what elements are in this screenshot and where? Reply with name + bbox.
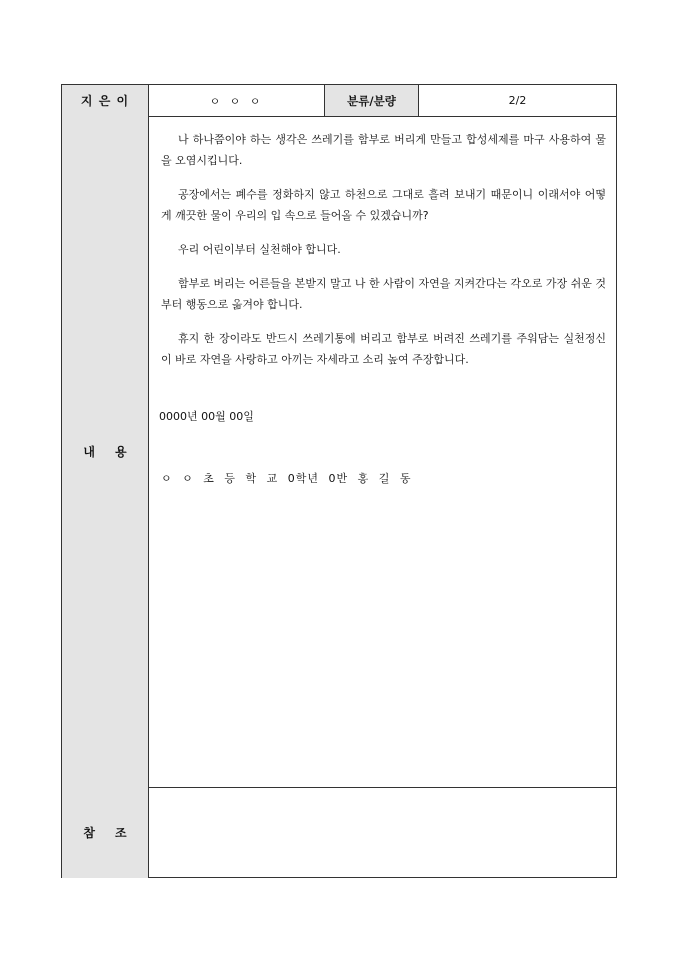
content-row <box>62 116 616 788</box>
content-body <box>149 116 616 787</box>
paragraph: 우리 어린이부터 실천해야 합니다. <box>178 243 341 256</box>
content-label: 내용 <box>83 445 147 459</box>
author-value: ㅇ ㅇ ㅇ <box>149 85 325 116</box>
content-label-cell <box>62 116 149 787</box>
signature-line: ㅇ ㅇ 초 등 학 교 0학년 0반 홍 길 동 <box>161 472 412 485</box>
date-line: 0000년 00월 00일 <box>159 410 254 423</box>
reference-label-cell <box>62 787 149 878</box>
header-row <box>62 85 616 117</box>
essay-form-table <box>61 84 617 878</box>
paragraph: 공장에서는 폐수를 정화하지 않고 하천으로 그대로 흘려 보내기 때문이니 이래서야 어떻게 깨끗한 물이 우리의 입 속으로 들어올 수 있겠습니까? <box>161 188 606 222</box>
paragraph: 함부로 버리는 어른들을 본받지 말고 나 한 사람이 자연을 지켜간다는 각오로 가장 쉬운 것부터 행동으로 옮겨야 합니다. <box>161 277 606 311</box>
paragraph: 나 하나쯤이야 하는 생각은 쓰레기를 함부로 버리게 만들고 합성세제를 마구 사용하여 물을 오염시킵니다. <box>161 133 606 167</box>
reference-row <box>62 787 616 878</box>
category-value: 2/2 <box>508 94 527 107</box>
reference-value <box>149 787 616 878</box>
paragraph: 휴지 한 장이라도 반드시 쓰레기통에 버리고 함부로 버려진 쓰레기를 주워담는 실천정신이 바로 자연을 사랑하고 아끼는 자세라고 소리 높여 주장합니다. <box>161 332 606 366</box>
reference-label: 참조 <box>83 826 147 840</box>
author-label: 지 은 이 <box>62 85 149 116</box>
category-label: 분류/분량 <box>325 85 419 116</box>
